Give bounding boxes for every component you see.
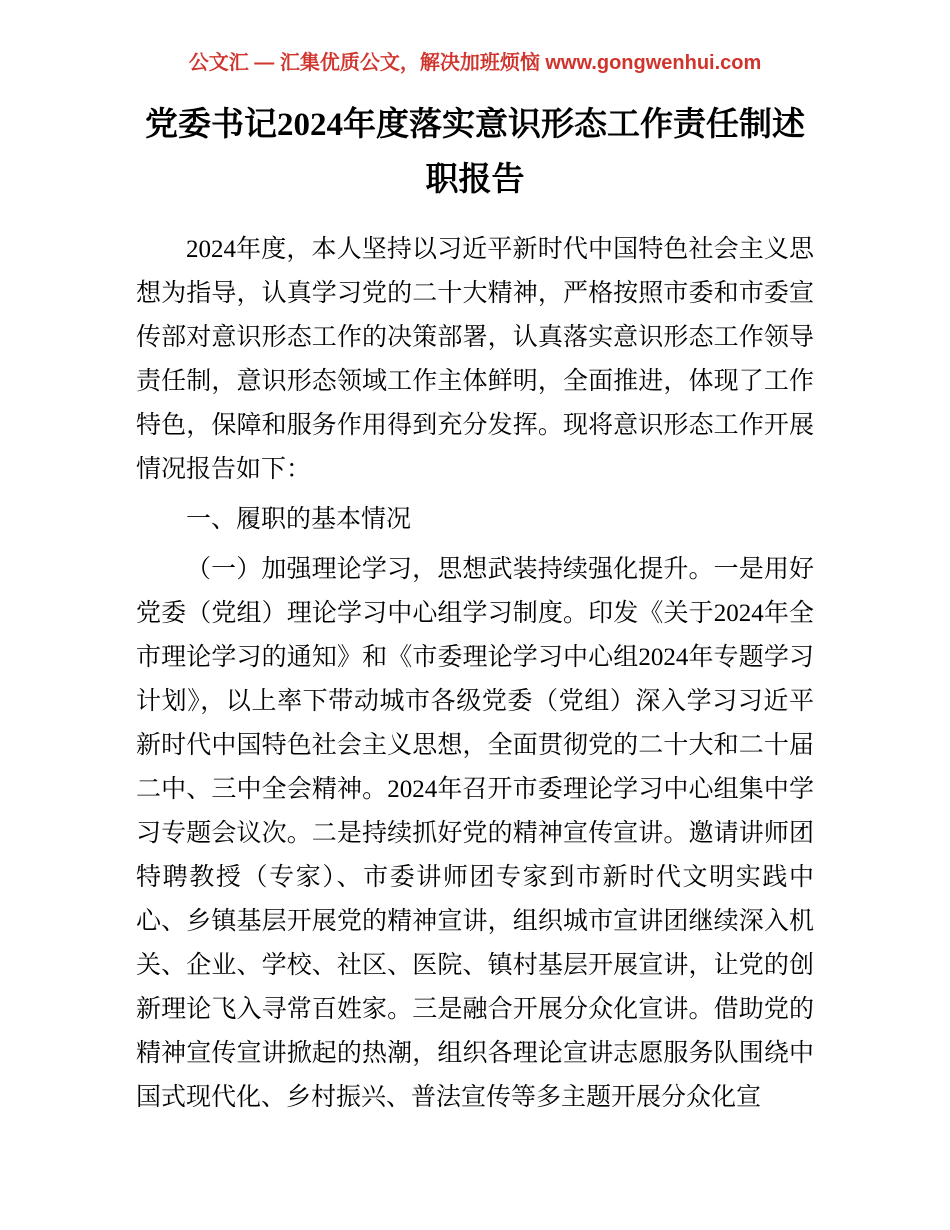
watermark-header: 公文汇 — 汇集优质公文，解决加班烦恼 www.gongwenhui.com [188, 52, 762, 74]
paragraph-intro: 2024年度，本人坚持以习近平新时代中国特色社会主义思想为指导，认真学习党的二十大精神，严格按照市委和市委宣传部对意识形态工作的决策部署，认真落实意识形态工作领导责任制，意识形态领域工作主体鲜明，全面推进，体现了工作特色，保障和服务作用得到充分发挥。现将意识形态工作开展情况报告如下： [136, 236, 814, 483]
document-title: 党委书记2024年度落实意识形态工作责任制述职报告 [145, 107, 805, 198]
section-heading: 一、履职的基本情况 [186, 506, 412, 533]
paragraph-section-one: （一）加强理论学习，思想武装持续强化提升。一是用好党委（党组）理论学习中心组学习制度。印发《关于2024年全市理论学习的通知》和《市委理论学习中心组2024年专题学习计划》，以上率下带动城市各级党委（党组）深入学习习近平新时代中国特色社会主义思想，全面贯彻党的二十大和二十届二中、三中全会精神。2024年召开市委理论学习中心组集中学习专题会议次。二是持续抓好党的精神宣传宣讲。邀请讲师团特聘教授（专家）、市委讲师团专家到市新时代文明实践中心、乡镇基层开展党的精神宣讲，组织城市宣讲团继续深入机关、企业、学校、社区、医院、镇村基层开展宣讲，让党的创新理论飞入寻常百姓家。三是融合开展分众化宣讲。借助党的精神宣传宣讲掀起的热潮，组织各理论宣讲志愿服务队围绕中国式现代化、乡村振兴、普法宣传等多主题开展分众化宣 [136, 556, 814, 1111]
